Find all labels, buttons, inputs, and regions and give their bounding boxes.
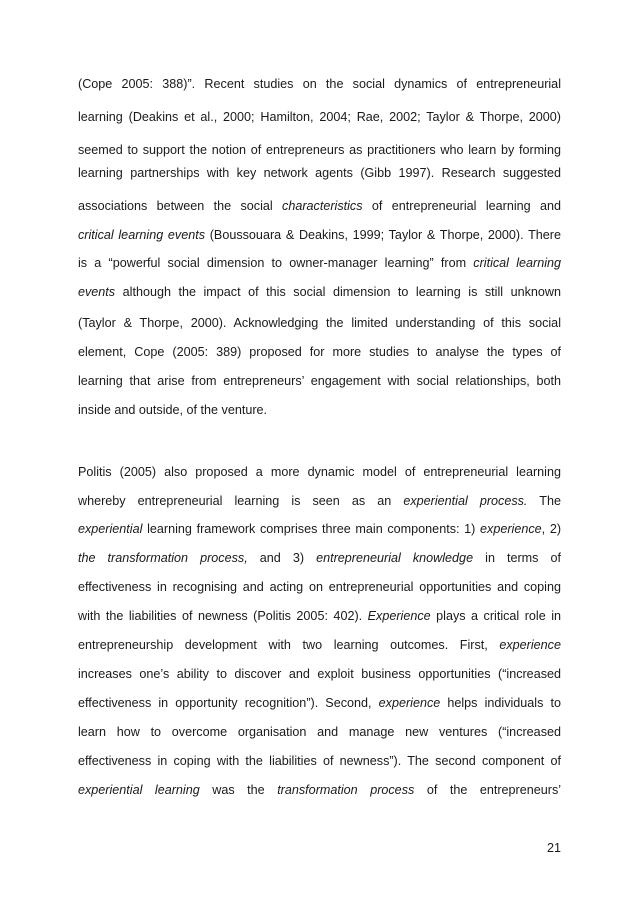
text-run: and 3) bbox=[259, 551, 305, 565]
paragraph-2-line bbox=[78, 463, 561, 481]
paragraph-1-line bbox=[78, 343, 561, 361]
paragraph-1-line bbox=[78, 314, 561, 332]
text-run: (Boussouara & Deakins, 1999; Taylor & Thorpe, 2000). There bbox=[209, 228, 561, 242]
text-run: (Cope 2005: 388)”. Recent studies on the social dynamics of entrepreneurial bbox=[78, 77, 561, 91]
text-run: with the liabilities of newness (Politis 2005: 402). bbox=[78, 609, 363, 623]
text-run: Politis (2005) also proposed a more dynamic model of entrepreneurial learning bbox=[78, 465, 561, 479]
paragraph-2-line bbox=[78, 694, 561, 712]
text-run: learn how to overcome organisation and manage new ventures (“increased bbox=[78, 725, 561, 739]
text-run: associations between the social bbox=[78, 199, 273, 213]
paragraph-1-line bbox=[78, 254, 561, 272]
paragraph-1-line bbox=[78, 401, 561, 419]
text-run: plays a critical role in bbox=[436, 609, 562, 623]
page-number: 21 bbox=[546, 841, 561, 855]
text-run: effectiveness in coping with the liabilities of newness”). The second component of bbox=[78, 754, 561, 768]
italic-text-run: critical learning bbox=[473, 256, 562, 270]
paragraph-2-line bbox=[78, 492, 561, 510]
italic-text-run: experience bbox=[378, 696, 441, 710]
paragraph-1-line bbox=[78, 372, 561, 390]
italic-text-run: events bbox=[78, 285, 116, 299]
text-run: in terms of bbox=[485, 551, 562, 565]
text-run: helps individuals to bbox=[447, 696, 562, 710]
italic-text-run: experience bbox=[499, 638, 561, 652]
paragraph-2-line bbox=[78, 665, 561, 683]
text-run: learning that arise from entrepreneurs’ engagement with social relationships, both bbox=[78, 374, 561, 388]
italic-text-run: experiential process. bbox=[403, 494, 528, 508]
text-run: effectiveness in opportunity recognition”). Second, bbox=[78, 696, 372, 710]
text-run: effectiveness in recognising and acting on entrepreneurial opportunities and coping bbox=[78, 580, 561, 594]
paragraph-2-line bbox=[78, 549, 561, 567]
text-run: was the bbox=[212, 783, 265, 797]
text-run: seemed to support the notion of entrepreneurs as practitioners who learn by forming bbox=[78, 143, 561, 157]
italic-text-run: experiential bbox=[78, 522, 143, 536]
text-run: of the entrepreneurs’ bbox=[426, 783, 562, 797]
text-run: of entrepreneurial learning and bbox=[371, 199, 561, 213]
text-run: , 2) bbox=[541, 522, 562, 536]
paragraph-1-line bbox=[78, 197, 561, 215]
paragraph-2-line bbox=[78, 781, 561, 799]
italic-text-run: critical learning events bbox=[78, 228, 206, 242]
italic-text-run: the transformation process, bbox=[78, 551, 248, 565]
italic-text-run: entrepreneurial knowledge bbox=[316, 551, 474, 565]
text-run: element, Cope (2005: 389) proposed for more studies to analyse the types of bbox=[78, 345, 561, 359]
paragraph-1-line bbox=[78, 226, 561, 244]
paragraph-2-line bbox=[78, 578, 561, 596]
text-run: although the impact of this social dimension to learning is still unknown bbox=[122, 285, 562, 299]
paragraph-1-line bbox=[78, 283, 561, 301]
paragraph-2-line bbox=[78, 752, 561, 770]
text-run: whereby entrepreneurial learning is seen as an bbox=[78, 494, 392, 508]
italic-text-run: Experience bbox=[367, 609, 431, 623]
text-run: increases one’s ability to discover and exploit business opportunities (“increased bbox=[78, 667, 561, 681]
paragraph-1-line bbox=[78, 164, 561, 182]
italic-text-run: experience bbox=[480, 522, 542, 536]
text-run: learning framework comprises three main components: 1) bbox=[147, 522, 476, 536]
text-run: learning (Deakins et al., 2000; Hamilton, 2004; Rae, 2002; Taylor & Thorpe, 2000) bbox=[78, 110, 561, 124]
text-run: The bbox=[539, 494, 561, 508]
text-run: entrepreneurship development with two learning outcomes. First, bbox=[78, 638, 488, 652]
paragraph-2-line bbox=[78, 607, 561, 625]
italic-text-run: characteristics bbox=[282, 199, 363, 213]
text-run: (Taylor & Thorpe, 2000). Acknowledging the limited understanding of this social bbox=[78, 316, 561, 330]
paragraph-2-line bbox=[78, 636, 561, 654]
paragraph-2-line bbox=[78, 723, 561, 741]
text-run: learning partnerships with key network agents (Gibb 1997). Research suggested bbox=[78, 166, 561, 180]
paragraph-1-line bbox=[78, 108, 561, 126]
paragraph-1-line bbox=[78, 75, 561, 93]
paragraph-1-line bbox=[78, 141, 561, 159]
paragraph-2-line bbox=[78, 520, 561, 538]
italic-text-run: experiential learning bbox=[78, 783, 200, 797]
text-run: is a “powerful social dimension to owner-manager learning” from bbox=[78, 256, 467, 270]
text-run: inside and outside, of the venture. bbox=[78, 403, 268, 417]
italic-text-run: transformation process bbox=[277, 783, 415, 797]
